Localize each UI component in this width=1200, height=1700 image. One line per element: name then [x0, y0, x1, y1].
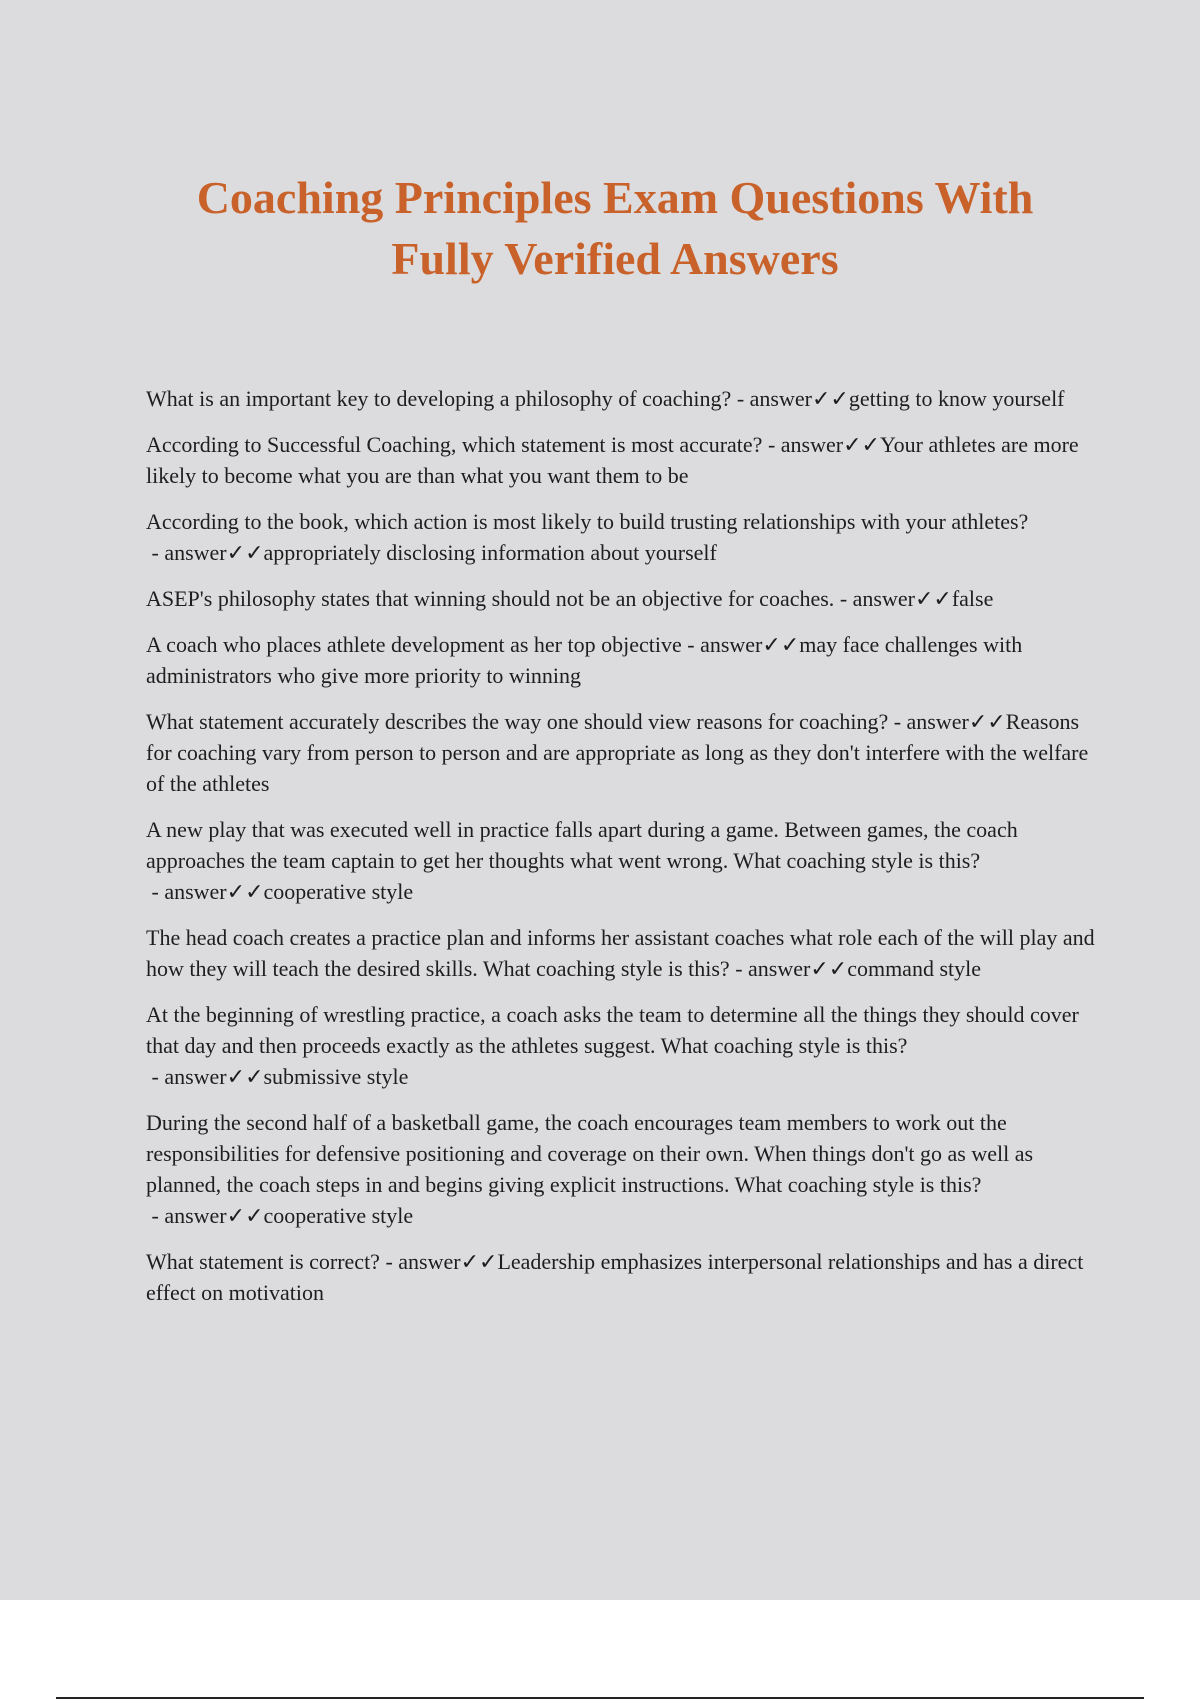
question-text: At the beginning of wrestling practice, a coach asks the team to determine all the things they should cover that day and then proceeds exactly as the athletes suggest. What coaching style is this?	[146, 1002, 1079, 1058]
qa-item	[146, 1246, 1096, 1308]
question-text: What statement accurately describes the way one should view reasons for coaching?	[146, 709, 889, 734]
answer-text: submissive style	[263, 1064, 409, 1089]
qa-item	[146, 629, 1096, 691]
document-title	[120, 167, 1110, 289]
answer-text: cooperative style	[263, 879, 414, 904]
answer-text: command style	[847, 956, 981, 981]
question-text: A new play that was executed well in practice falls apart during a game. Between games, the coach approaches the team captain to get her thoughts what went wrong. What coaching style is this?	[146, 817, 1018, 873]
question-text: The head coach creates a practice plan and informs her assistant coaches what role each of the will play and how they will teach the desired skills. What coaching style is this?	[146, 925, 1095, 981]
answer-marker: - answer✓✓	[834, 586, 952, 611]
footer-divider	[56, 1697, 1144, 1699]
answer-text: getting to know yourself	[848, 386, 1065, 411]
answer-marker: - answer✓✓	[146, 540, 264, 565]
answer-marker: - answer✓✓	[681, 632, 800, 657]
document-title-line-1: Coaching Principles Exam Questions With	[196, 172, 1034, 223]
answer-marker: - answer✓✓	[146, 1203, 264, 1228]
qa-item	[146, 383, 1096, 414]
answer-text: false	[951, 586, 994, 611]
answer-text: appropriately disclosing information about yourself	[263, 540, 717, 565]
answer-marker: - answer✓✓	[379, 1249, 498, 1274]
qa-item	[146, 922, 1096, 984]
qa-list	[146, 383, 1096, 1323]
qa-item	[146, 1107, 1096, 1231]
question-text: According to the book, which action is most likely to build trusting relationships with your athletes?	[146, 509, 1029, 534]
answer-marker: - answer✓✓	[888, 709, 1006, 734]
qa-item	[146, 706, 1096, 799]
qa-item	[146, 814, 1096, 907]
answer-text: may face challenges with administrators who give more priority to winning	[146, 632, 1023, 688]
question-text: What is an important key to developing a philosophy of coaching?	[146, 386, 732, 411]
answer-text: Reasons for coaching vary from person to person and are appropriate as long as they don't interfere with the welfare of the athletes	[146, 709, 1089, 796]
answer-text: cooperative style	[263, 1203, 414, 1228]
question-text: According to Successful Coaching, which statement is most accurate?	[146, 432, 763, 457]
question-text: ASEP's philosophy states that winning should not be an objective for coaches.	[146, 586, 835, 611]
answer-marker: - answer✓✓	[146, 879, 264, 904]
qa-item	[146, 429, 1096, 491]
qa-item	[146, 999, 1096, 1092]
question-text: What statement is correct?	[146, 1249, 380, 1274]
qa-item	[146, 583, 1096, 614]
document-title-line-2: Fully Verified Answers	[391, 233, 839, 284]
answer-marker: - answer✓✓	[729, 956, 848, 981]
answer-marker: - answer✓✓	[762, 432, 880, 457]
answer-text: Your athletes are more likely to become what you are than what you want them to be	[146, 432, 1079, 488]
question-text: A coach who places athlete development as her top objective	[146, 632, 682, 657]
question-text: During the second half of a basketball game, the coach encourages team members to work out the responsibilities for defensive positioning and coverage on their own. When things don't go as well as planned, the coach steps in and begins giving explicit instructions. What coaching style is this?	[146, 1110, 1034, 1197]
answer-marker: - answer✓✓	[731, 386, 849, 411]
answer-marker: - answer✓✓	[146, 1064, 264, 1089]
answer-text: Leadership emphasizes interpersonal relationships and has a direct effect on motivation	[146, 1249, 1084, 1305]
qa-item	[146, 506, 1096, 568]
